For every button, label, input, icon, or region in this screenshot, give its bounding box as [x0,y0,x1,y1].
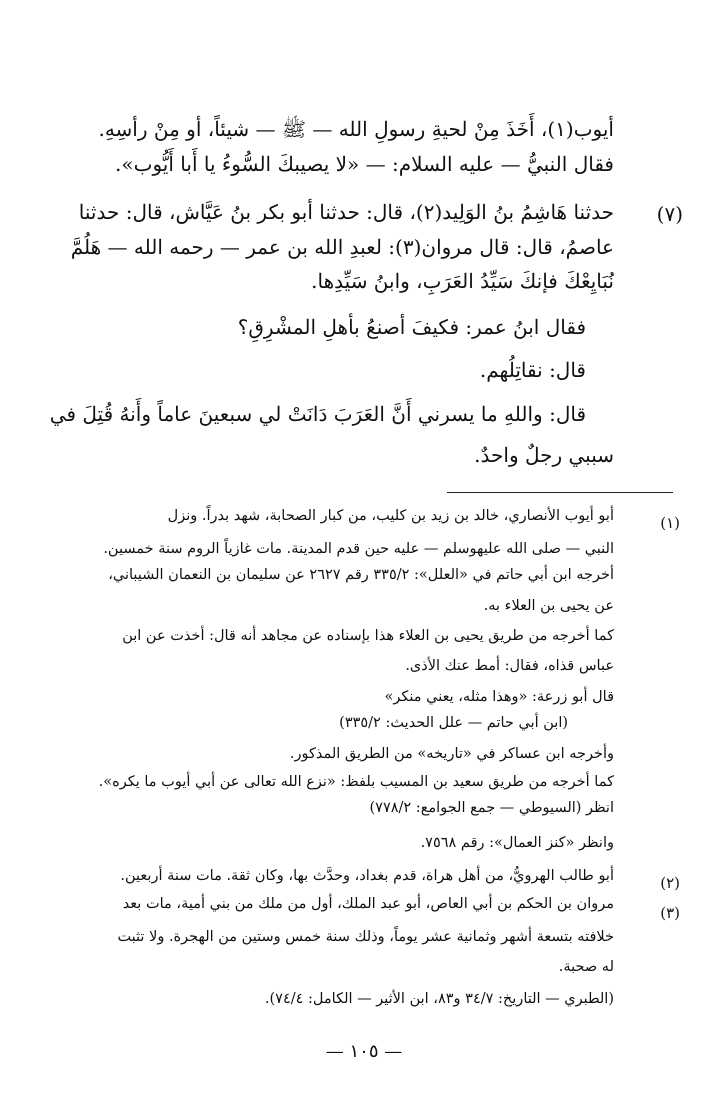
footnote-line: وانظر «كنز العمال»: رقم ٧٥٦٨. [420,835,614,851]
footnote-line: كما أخرجه من طريق سعيد بن المسيب بلفظ: «نزع الله تعالى عن أبي أيوب ما يكره». [98,774,614,790]
footnote-number: (١) [660,514,680,532]
footnote-line: عباس قذاه، فقال: أمط عنك الأذى. [405,658,614,674]
footnote-line: عن يحيى بن العلاء به. [483,598,614,614]
body-line: عاصمُ، قال: قال مروان(٣): لعبدِ الله بن عمر — رحمه الله — هَلُمَّ [70,235,614,259]
body-line: فقال ابنُ عمر: فكيفَ أصنعُ بأهلِ المشْرِقِ؟ [237,315,586,339]
footnote-line: النبي — صلى الله عليهوسلم — عليه حين قدم المدينة. مات غازياً الروم سنة خمسين. [103,541,614,557]
footnote-line: كما أخرجه من طريق يحيى بن العلاء هذا بإسناده عن مجاهد أنه قال: أخذت عن ابن [122,628,614,644]
body-line: قال: واللهِ ما يسرني أَنَّ العَرَبَ دَانَتْ لي سبعينَ عاماً وأَنهُ قُتِلَ في [49,402,586,426]
body-line: سببي رجلٌ واحدٌ. [474,443,614,467]
body-line: فقال النبيُّ — عليه السلام: — «لا يصيبكَ السُّوءُ يا أَبا أَيُّوب». [115,152,614,176]
hadith-number: (٧) [656,202,683,226]
footnote-number: (٢) [660,874,680,892]
footnote-line: (الطبري — التاريخ: ٣٤/٧ و٨٣، ابن الأثير — الكامل: ٧٤/٤). [264,991,614,1007]
page-number: — ١٠٥ — [325,1041,403,1062]
footnote-line: أخرجه ابن أبي حاتم في «العلل»: ٣٣٥/٢ رقم ٢٦٢٧ عن سليمان بن النعمان الشيباني، [108,567,614,583]
body-line: نُبَايِعْكَ فإنكَ سَيِّدُ العَرَبِ، وابنُ سَيِّدِها. [311,269,614,293]
body-line: قال: نقاتِلُهم. [479,358,586,382]
footnote-number: (٣) [660,904,680,922]
footnote-line: مروان بن الحكم بن أبي العاص، أبو عبد الملك، أول من ملك من بني أمية، مات بعد [122,896,614,912]
footnote-line: وأخرجه ابن عساكر في «تاريخه» من الطريق المذكور. [289,746,614,762]
footnote-line: خلافته بتسعة أشهر وثمانية عشر يوماً، وذلك سنة خمس وستين من الهجرة. ولا تثبت [117,929,614,945]
footnote-line: له صحبة. [558,959,614,975]
footnote-line: أبو أيوب الأنصاري، خالد بن زيد بن كليب، من كبار الصحابة، شهد بدراً. ونزل [167,508,614,524]
footnote-line: أبو طالب الهرويُّ، من أهل هراة، قدم بغداد، وحدَّث بها، وكان ثقة. مات سنة أربعين. [120,868,614,884]
footnote-line: انظر (السيوطي — جمع الجوامع: ٧٧٨/٢) [369,800,614,816]
footnote-separator [447,492,673,493]
footnote-line: قال أبو زرعة: «وهذا مثله، يعني منكر» [384,689,614,705]
body-line: أيوب(١)، أَخَذَ مِنْ لحيةِ رسولِ الله — ﷺ — شيئاً، أو مِنْ رأسِهِ. [98,117,614,141]
body-line: حدثنا هَاشِمُ بنُ الوَلِيد(٢)، قال: حدثنا أبو بكر بنُ عَيَّاش، قال: حدثنا [78,200,614,224]
footnote-line: (ابن أبي حاتم — علل الحديث: ٣٣٥/٢) [339,715,568,731]
